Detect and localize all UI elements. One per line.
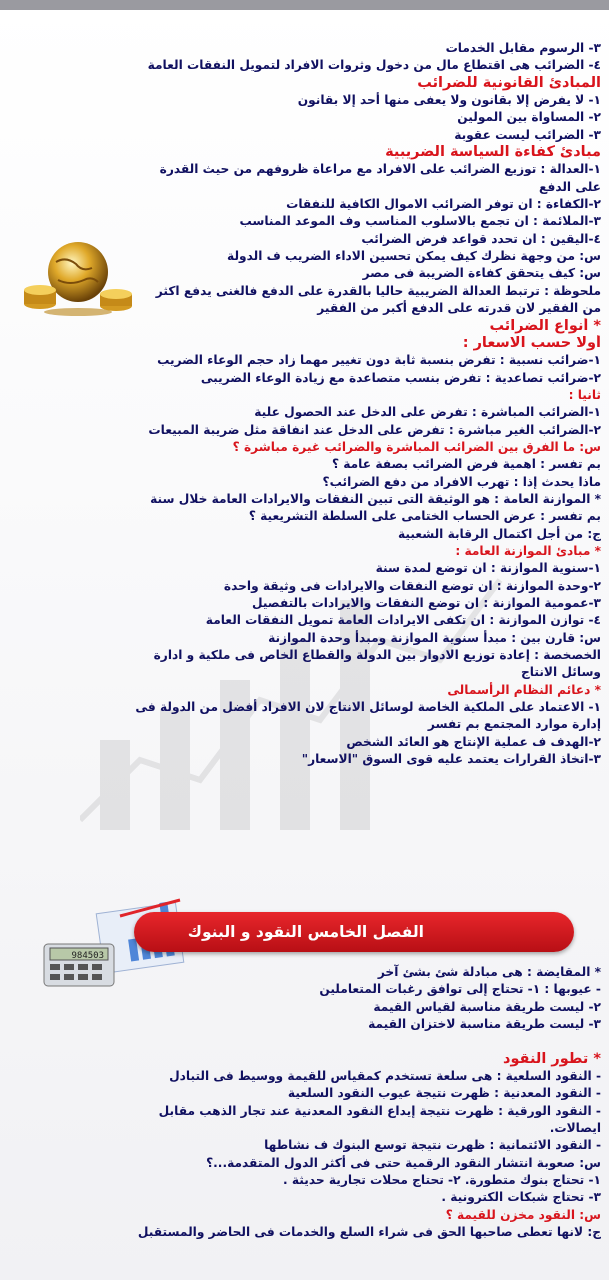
text-line: ١-سنوية الموازنة : ان توضع لمدة سنة bbox=[375, 561, 601, 576]
text-line: - النقود المعدنية : ظهرت نتيجة عيوب النقود السلعية bbox=[287, 1086, 601, 1101]
text-line: - النقود الورقية : ظهرت نتيجة إيداع النقود المعدنية عند تجار الذهب مقابل bbox=[158, 1103, 601, 1118]
text-line: - النقود السلعية : هى سلعة تستخدم كمقياس للقيمة ووسيط فى التبادل bbox=[169, 1069, 601, 1084]
text-line bbox=[6, 1033, 601, 1050]
text-line: س: ما الفرق بين الضرائب المباشرة والضرائب غيرة مباشرة ؟ bbox=[232, 439, 601, 454]
text-line: ٤- توازن الموازنة : ان تكفى الايرادات العامة تمويل النفقات العامة bbox=[205, 613, 601, 628]
chapter-title-pill bbox=[134, 912, 574, 952]
text-line: ٣- ليست طريقة مناسبة لاختزان القيمة bbox=[368, 1017, 601, 1032]
text-line: س: من وجهة نظرك كيف يمكن تحسين الاداء الضريب ف الدولة bbox=[227, 249, 601, 264]
text-line: * مبادئ الموازنة العامة : bbox=[455, 543, 601, 558]
text-line: ج: من أجل اكتمال الرقابة الشعبية bbox=[397, 526, 601, 541]
text-line: ايصالات. bbox=[549, 1121, 601, 1136]
text-line: ٢- ليست طريقة مناسبة لقياس القيمة bbox=[373, 999, 601, 1014]
text-line: ٤- الضرائب هى اقتطاع مال من دخول وثروات الافراد لتمويل النفقات العامة bbox=[147, 58, 601, 73]
text-line: ١- تحتاج بنوك متطورة. ٢- تحتاج محلات تجارية حديثة . bbox=[283, 1173, 601, 1188]
text-line: ١- الاعتماد على الملكية الخاصة لوسائل الانتاج لان الافراد أفضل من الدولة فى bbox=[135, 700, 601, 715]
text-line: ماذا يحدث إذا : تهرب الافراد من دفع الضرائب؟ bbox=[322, 474, 601, 489]
text-line: بم تفسر : عرض الحساب الختامى على السلطة التشريعية ؟ bbox=[248, 509, 601, 524]
text-line: * المقايضة : هى مبادلة شئ بشئ آخر bbox=[377, 965, 601, 979]
text-line: * دعائم النظام الرأسمالى bbox=[447, 682, 601, 697]
text-line: ١-ضرائب نسبية : تفرض بنسبة ثابة دون تغيير مهما زاد حجم الوعاء الضريب bbox=[157, 353, 601, 368]
text-line: بم تفسر : اهمية فرض الضرائب بصفة عامة ؟ bbox=[331, 457, 601, 472]
text-line: الخصخصة : إعادة توزيع الادوار بين الدولة والقطاع الخاص فى ملكية و ادارة bbox=[153, 648, 601, 663]
text-line: ٢-ضرائب تصاعدية : تفرض بنسب متصاعدة مع زيادة الوعاء الضريبى bbox=[200, 370, 601, 385]
text-line: ملحوظة : ترتبط العدالة الضريبية حاليا بالقدرة على الدفع فالغنى يدفع اكثر bbox=[155, 283, 601, 298]
golden-globe-coins-icon bbox=[18, 232, 138, 317]
text-line: المبادئ القانونية للضرائب bbox=[417, 74, 601, 91]
text-line: ٣-الملائمة : ان تجمع بالاسلوب المناسب وف الموعد المناسب bbox=[239, 214, 601, 229]
text-line: من الفقير لان قدرته على الدفع أكبر من الفقير bbox=[317, 301, 601, 316]
text-line: ٣- تحتاج شبكات الكترونية . bbox=[441, 1190, 601, 1205]
text-line: ٤-اليقين : ان تحدد قواعد فرض الضرائب bbox=[361, 231, 601, 246]
text-line: * تطور النقود bbox=[503, 1050, 601, 1067]
text-line: ٣-عمومية الموازنة : ان توضع النفقات والايرادات بالتفصيل bbox=[251, 596, 601, 610]
text-line: ٢-وحدة الموازنة : ان توضع النفقات والايرادات فى وثيقة واحدة bbox=[223, 578, 601, 593]
notes-bottom bbox=[6, 964, 601, 1242]
text-line: ثانيا : bbox=[568, 387, 601, 402]
calculator-display: 984503 bbox=[71, 951, 104, 961]
text-line: على الدفع bbox=[539, 179, 601, 194]
text-line: * أنواع الضرائب bbox=[489, 317, 601, 334]
text-line: ٢-الضرائب الغير مباشرة : تفرض على الدخل عند انفاقة مثل ضريبة المبيعات bbox=[148, 422, 601, 437]
text-line: أولا حسب الاسعار : bbox=[462, 334, 601, 351]
text-line: - عيوبها : ١- تحتاج إلى توافق رغبات المتعاملين bbox=[319, 982, 601, 997]
text-line: س: قارن بين : مبدأ سنوية الموازنة ومبدأ وحدة الموازنة bbox=[268, 630, 601, 645]
text-line: س: صعوبة انتشار النقود الرقمية حتى فى أكثر الدول المتقدمة...؟ bbox=[206, 1155, 601, 1170]
text-line: ٢-الهدف ف عملية الإنتاج هو العائد الشخص bbox=[346, 734, 601, 749]
text-line: إدارة موارد المجتمع بم تفسر bbox=[427, 717, 601, 732]
text-line: ١- لا يفرض إلا بقانون ولا يعفى منها أحد إلا بقانون bbox=[297, 93, 601, 108]
text-line: ٣-اتخاذ القرارات يعتمد عليه قوى السوق "الاسعار" bbox=[301, 752, 601, 767]
text-line: ج: لانها تعطى صاحبها الحق فى شراء السلع والخدمات فى الحاضر والمستقبل bbox=[137, 1225, 601, 1240]
chapter-banner bbox=[40, 906, 580, 964]
text-line: ٣- الضرائب ليست عقوبة bbox=[454, 127, 601, 142]
text-line: س: كيف يتحقق كفاءة الضريبة فى مصر bbox=[362, 266, 601, 281]
text-line: س: النقود مخزن للقيمة ؟ bbox=[445, 1207, 601, 1222]
text-line: * الموازنة العامة : هو الوثيقة التى تبين النفقات والايرادات العامة خلال سنة bbox=[150, 491, 601, 506]
text-line: وسائل الانتاج bbox=[521, 665, 601, 680]
text-line: ٢- المساواة بين المولين bbox=[457, 110, 601, 125]
text-line: - النقود الائتمانية : ظهرت نتيجة توسع البنوك ف نشاطها bbox=[264, 1138, 601, 1153]
text-line: ٣- الرسوم مقابل الخدمات bbox=[445, 41, 601, 55]
top-bar bbox=[0, 0, 609, 10]
text-line: ١-العدالة : توزيع الضرائب على الافراد مع مراعاة ظروفهم من حيث القدرة bbox=[159, 162, 601, 177]
notes-top bbox=[6, 40, 601, 768]
text-line: ١-الضرائب المباشرة : تفرض على الدخل عند الحصول علية bbox=[254, 405, 601, 420]
text-line: مبادئ كفاءة السياسة الضريبية bbox=[385, 144, 601, 161]
text-line: ٢-الكفاءة : ان توفر الضرائب الاموال الكافية للنفقات bbox=[286, 197, 601, 212]
chapter-title: الفصل الخامس النقود و البنوك bbox=[187, 923, 424, 941]
